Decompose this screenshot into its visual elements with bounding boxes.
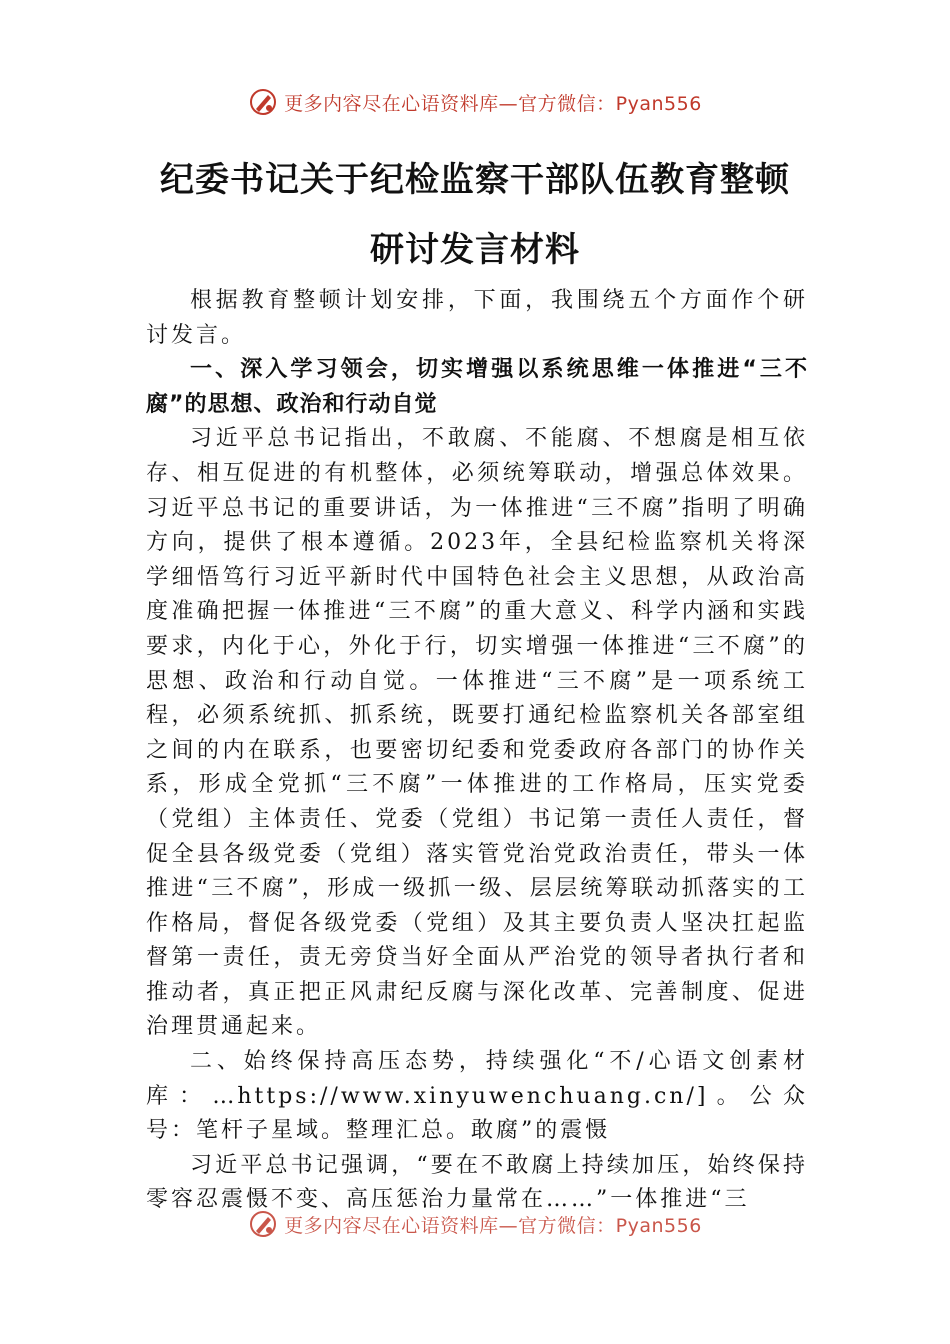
document-title-line-1: 纪委书记关于纪检监察干部队伍教育整顿: [160, 160, 790, 200]
body-paragraph: 习近平总书记强调，“要在不敢腐上持续加压，始终保持零容忍震慑不变、高压惩治力量常在……”一体推进“三: [146, 1152, 808, 1213]
section-heading-2: 二、始终保持高压态势，持续强化“不/心语文创素材库：…https://www.xinyuwenchuang.cn/]。公众号：笔杆子星域。整理汇总。敢腐”的震慑: [146, 1049, 808, 1144]
watermark-text: 更多内容尽在心语资料库—官方微信：Pyan556: [284, 92, 702, 115]
document-title-line-2: 研讨发言材料: [370, 230, 580, 270]
watermark-text: 更多内容尽在心语资料库—官方微信：Pyan556: [284, 1214, 702, 1237]
document-body: [146, 284, 808, 1218]
section-heading-1: 一、深入学习领会，切实增强以系统思维一体推进“三不腐”的思想、政治和行动自觉: [146, 357, 808, 417]
body-paragraph: 习近平总书记指出，不敢腐、不能腐、不想腐是相互依存、相互促进的有机整体，必须统筹联动，增强总体效果。习近平总书记的重要讲话，为一体推进“三不腐”指明了明确方向，提供了根本遵循。2023年，全县纪检监察机关将深学细悟笃行习近平新时代中国特色社会主义思想，从政治高度准确把握一体推进“三不腐”的重大意义、科学内涵和实践要求，内化于心，外化于行，切实增强一体推进“三不腐”的思想、政治和行动自觉。一体推进“三不腐”是一项系统工程，必须系统抓、抓系统，既要打通纪检监察机关各部室组之间的内在联系，也要密切纪委和党委政府各部门的协作关系，形成全党抓“三不腐”一体推进的工作格局，压实党委（党组）主体责任、党委（党组）书记第一责任人责任，督促全县各级党委（党组）落实管党治党政治责任，带头一体推进“三不腐”，形成一级抓一级、层层统筹联动抓落实的工作格局，督促各级党委（党组）及其主要负责人坚决扛起监督第一责任，责无旁贷当好全面从严治党的领导者执行者和推动者，真正把正风肃纪反腐与深化改革、完善制度、促进治理贯通起来。: [146, 426, 808, 1040]
header-watermark: [0, 86, 950, 118]
footer-watermark: [0, 1208, 950, 1240]
pen-logo-icon: [248, 87, 278, 117]
pen-logo-icon: [248, 1209, 278, 1239]
intro-paragraph: 根据教育整顿计划安排，下面，我围绕五个方面作个研讨发言。: [146, 288, 808, 348]
